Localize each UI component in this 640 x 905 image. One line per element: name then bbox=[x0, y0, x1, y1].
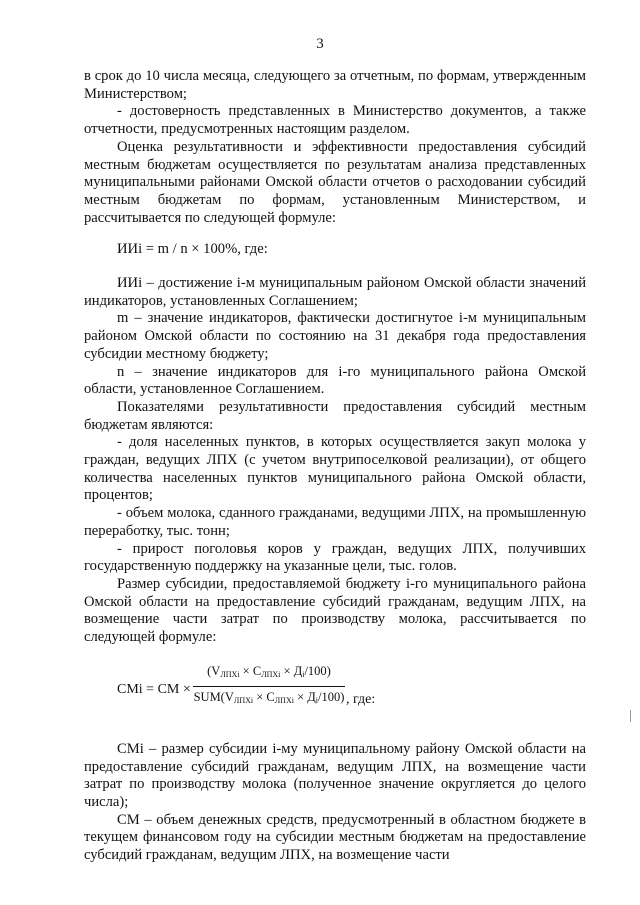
paragraph: - достоверность представленных в Министерство документов, а также отчетности, предусмотренных настоящим разделом. bbox=[84, 103, 586, 138]
paragraph: СМ – объем денежных средств, предусмотренный в областном бюджете в текущем финансовом году на субсидии местным бюджетам на предоставление субсидий гражданам, ведущим ЛПХ, на возмещение части bbox=[84, 811, 586, 864]
formula-2-numerator: $(V_{ЛПХi} \times C_{ЛПХi} \times Д_i/100)$ bbox=[193, 663, 345, 687]
paragraph: n – значение индикаторов для i-го муниципального района Омской области, установленное Соглашением. bbox=[84, 363, 586, 398]
paragraphs-middle bbox=[84, 275, 586, 647]
document-body bbox=[84, 68, 586, 865]
paragraph: Размер субсидии, предоставляемой бюджету i-го муниципального района Омской области на предоставление субсидий гражданам, ведущим ЛПХ, на возмещение части затрат по производству молока, рассчитывается по следующей формуле: bbox=[84, 575, 586, 646]
paragraph: - прирост поголовья коров у граждан, ведущих ЛПХ, получивших государственную поддержку на указанные цели, тыс. голов. bbox=[84, 540, 586, 575]
formula-2-lhs: СМi = СМ × bbox=[117, 681, 191, 697]
paragraph: Показателями результативности предоставления субсидий местным бюджетам являются: bbox=[84, 398, 586, 433]
formula-2-tail: , где: bbox=[346, 691, 376, 707]
formula-2 bbox=[84, 663, 586, 727]
paragraph: - объем молока, сданного гражданами, ведущими ЛПХ, на промышленную переработку, тыс. тонн; bbox=[84, 505, 586, 539]
paragraph: m – значение индикаторов, фактически достигнутое i-м муниципальным районом Омской области по состоянию на 31 декабря года предоставления субсидии местному бюджету; bbox=[84, 310, 586, 362]
paragraph: - доля населенных пунктов, в которых осуществляется закуп молока у граждан, ведущих ЛПХ (с учетом внутрипоселковой реализации), от общего количества населенных пунктов муниципального района Омской области, процентов; bbox=[84, 434, 586, 504]
paragraph: в срок до 10 числа месяца, следующего за отчетным, по формам, утвержденным Министерством; bbox=[84, 68, 586, 102]
paragraph: Оценка результативности и эффективности предоставления субсидий местным бюджетам осуществляется по результатам анализа представленных муниципальными районами Омской области отчетов о расходовании субсидий местным бюджетам по формам, установленным Министерством, и рассчитывается по следующей формуле: bbox=[84, 138, 586, 226]
paragraph: СМi – размер субсидии i-му муниципальному району Омской области на предоставление субсидий гражданам, ведущим ЛПХ, на возмещение части затрат по производству молока (полученное значение округляется до целого числа); bbox=[84, 740, 586, 810]
formula-2-fraction bbox=[193, 663, 345, 709]
paragraphs-before bbox=[84, 68, 586, 227]
margin-mark bbox=[630, 710, 631, 722]
page-number: 3 bbox=[316, 36, 324, 52]
formula-2-denominator: $SUM(V_{ЛПХi} \times C_{ЛПХi} \times Д_i/100)$ bbox=[193, 689, 345, 705]
paragraphs-after bbox=[84, 741, 586, 865]
formula-1: ИИi = m / n × 100%, где: bbox=[117, 241, 268, 258]
paragraph: ИИi – достижение i-м муниципальным районом Омской области значений индикаторов, установленных Соглашением; bbox=[84, 275, 586, 309]
